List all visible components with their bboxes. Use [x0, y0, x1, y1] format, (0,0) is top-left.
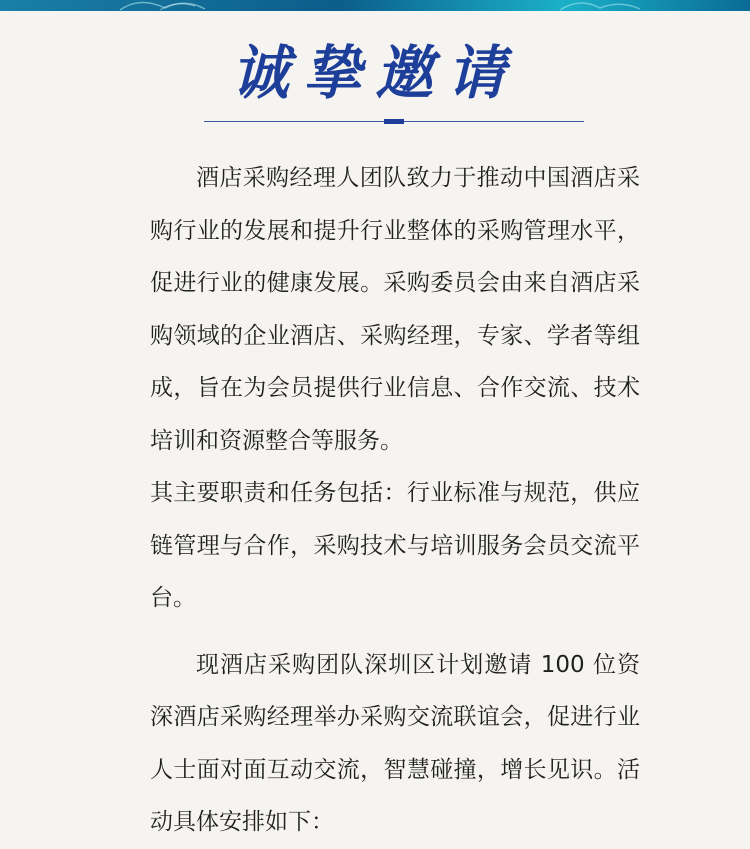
paragraph-invitation: 现酒店采购团队深圳区计划邀请 100 位资深酒店采购经理举办采购交流联谊会，促进行业人士面对面互动交流，智慧碰撞，增长见识。活动具体安排如下：	[150, 651, 640, 835]
paragraph-duties: 其主要职责和任务包括：行业标准与规范，供应链管理与合作，采购技术与培训服务会员交流平台。	[150, 480, 640, 611]
top-decorative-band	[0, 0, 750, 11]
invitation-body	[150, 152, 640, 849]
paragraph-intro: 酒店采购经理人团队致力于推动中国酒店采购行业的发展和提升行业整体的采购管理水平，促进行业的健康发展。采购委员会由来自酒店采购领域的企业酒店、采购经理，专家、学者等组成，旨在为会员提供行业信息、合作交流、技术培训和资源整合等服务。	[150, 165, 640, 454]
page-title: 诚挚邀请	[230, 39, 519, 107]
title-divider-accent	[384, 119, 404, 124]
band-ornament-icon	[0, 0, 750, 11]
